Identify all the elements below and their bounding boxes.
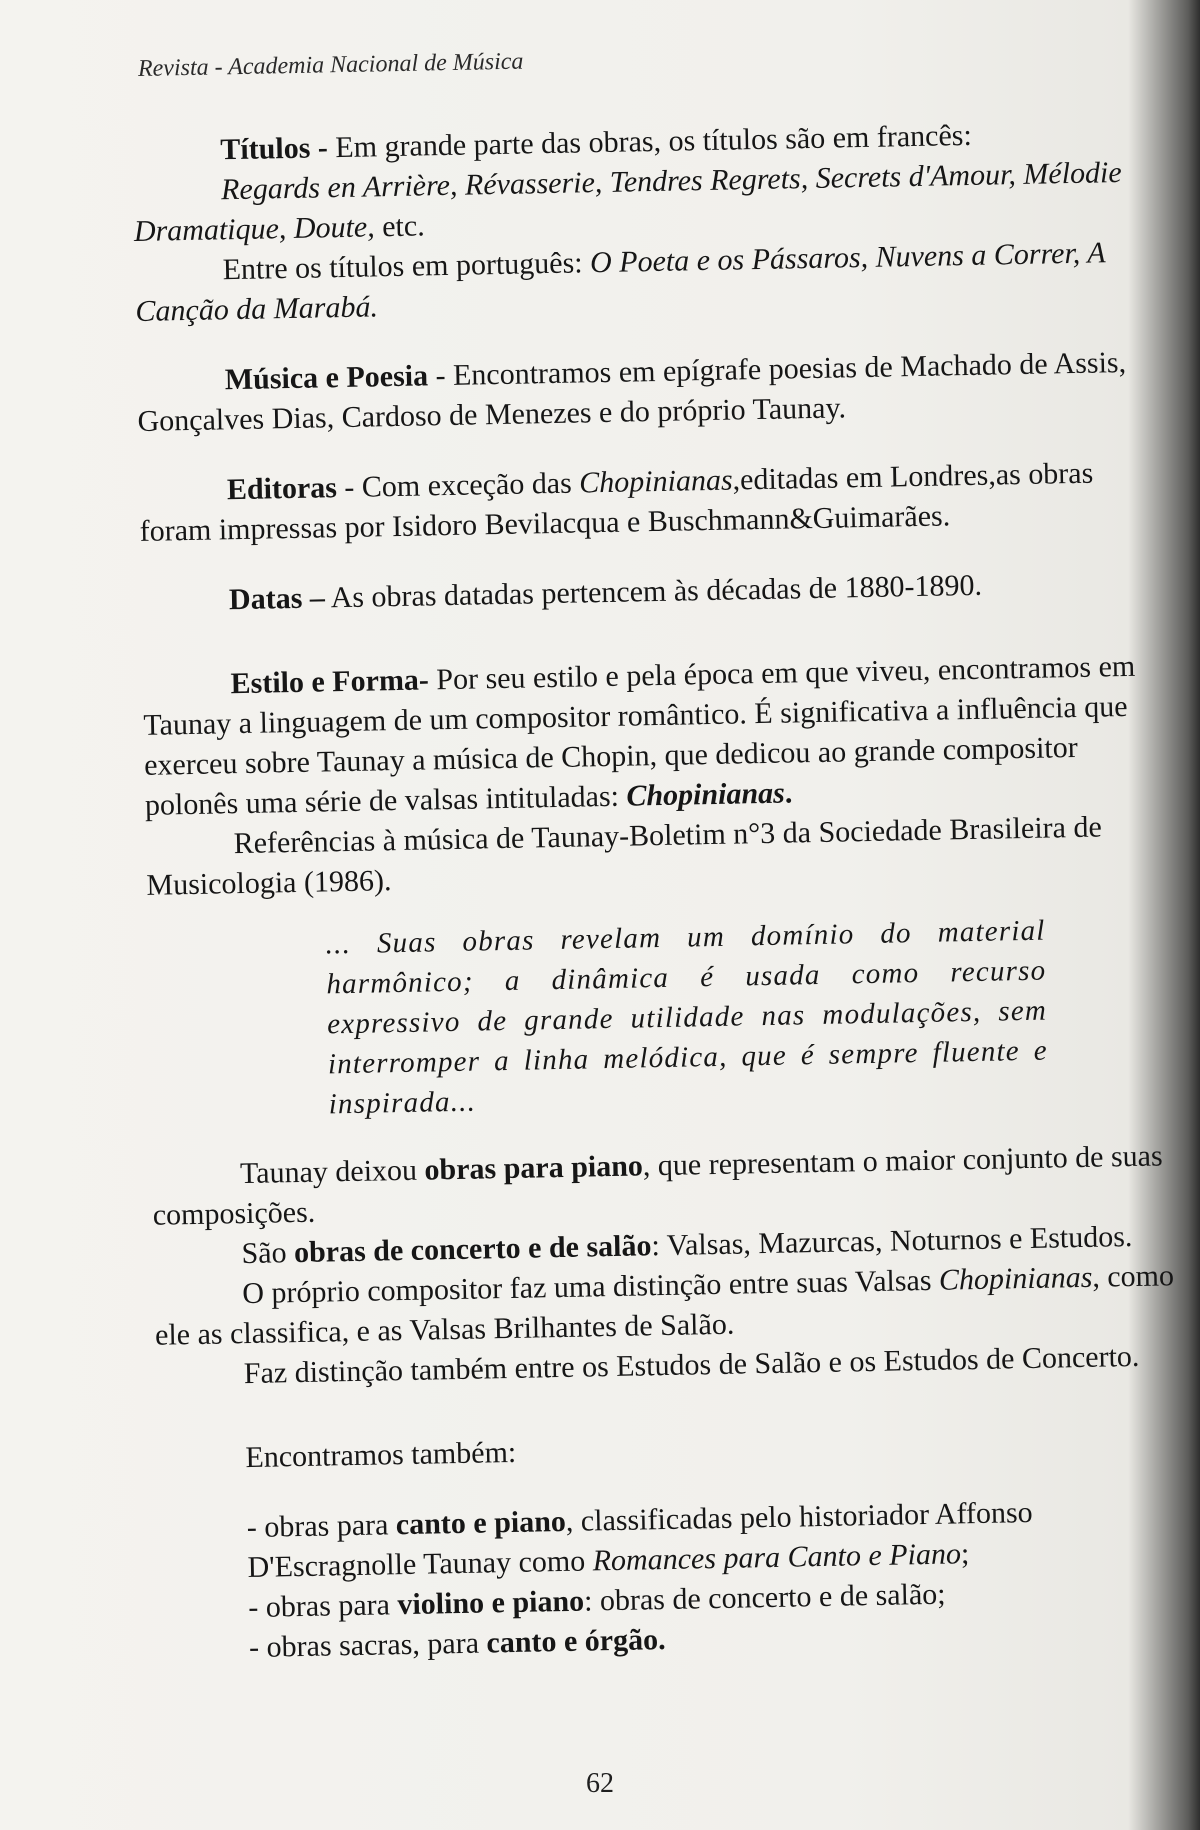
editoras-italic: Chopinianas <box>578 463 733 500</box>
item1-b: , classificadas pelo historiador Affonso D'Escragnolle Taunay como <box>247 1495 1033 1585</box>
titulos-etc: etc. <box>374 209 425 244</box>
estilo-chopinianas: Chopinianas <box>626 776 786 813</box>
label-titulos: Títulos - <box>220 131 329 167</box>
label-estilo: Estilo e Forma- <box>230 663 430 701</box>
label-musica-poesia: Música e Poesia <box>224 359 429 397</box>
piano-p3-b: , como ele as classifica, e as Valsas Brilhantes de Salão. <box>154 1259 1175 1352</box>
block-quote: ... Suas obras revelam um domínio do material harmônico; a dinâmica é usada como recurso expressivo de grande utilidade nas modulações, sem interromper a linha melódica, que é sempre fluente e inspirada... <box>325 914 1049 1121</box>
piano-p3-italic: Chopinianas <box>938 1260 1093 1297</box>
piano-p4: Faz distinção também entre os Estudos de Salão e os Estudos de Concerto. <box>243 1339 1140 1391</box>
estilo-period: . <box>784 776 793 810</box>
item2-bold: violino e piano <box>397 1584 585 1622</box>
piano-p2-a: São <box>241 1236 295 1271</box>
page-number: 62 <box>586 1768 614 1799</box>
referencias-text: Referências à música de Taunay-Boletim n°3 da Sociedade Brasileira de Musicologia (1986). <box>146 810 1103 902</box>
label-editoras: Editoras <box>226 471 338 507</box>
piano-p1-bold: obras para piano <box>424 1149 644 1187</box>
piano-p1-b: , que representam o maior conjunto de suas composições. <box>152 1139 1163 1232</box>
titulos-intro: Em grande parte das obras, os títulos são em francês: <box>327 118 973 165</box>
estilo-text: Por seu estilo e pela época em que viveu, encontramos em Taunay a linguagem de um compositor romântico. É significativa a influência que exerceu sobre Taunay a música de Chopin, que dedicou ao grande compositor polonês uma série de valsas intituladas: <box>143 649 1136 822</box>
item1-italic: Romances para Canto e Piano <box>592 1537 962 1578</box>
datas-text: As obras datadas pertencem às décadas de 1880-1890. <box>324 568 983 615</box>
item3-c: . <box>657 1623 666 1657</box>
editoras-text-a: - Com exceção das <box>336 466 580 505</box>
paragraph-titulos <box>132 112 1164 252</box>
portuguese-titles: O Poeta e os Pássaros, Nuvens a Correr, A Canção da Marabá. <box>135 236 1106 328</box>
paragraph-estilo <box>142 646 1175 826</box>
running-head: Revista - Academia Nacional de Música <box>137 48 524 82</box>
piano-p2-b: : Valsas, Mazurcas, Noturnos e Estudos. <box>651 1220 1133 1263</box>
item1-a: - obras para <box>246 1508 397 1545</box>
item2-b: : obras de concerto e de salão; <box>583 1577 946 1618</box>
item3-bold: canto e órgão <box>486 1623 659 1660</box>
editoras-text-b: ,editadas em Londres,as obras foram impressas por Isidoro Bevilacqua e Buschmann&Guimarães. <box>139 456 1094 548</box>
item2-a: - obras para <box>248 1588 398 1625</box>
french-titles: Regards en Arrière, Révasserie, Tendres Regrets, Secrets d'Amour, Mélodie Dramatique, Doute, <box>133 156 1122 248</box>
piano-p1-a: Taunay deixou <box>239 1153 425 1191</box>
titulos-pt-intro: Entre os títulos em português: <box>222 246 591 287</box>
item1-bold: canto e piano <box>395 1504 567 1542</box>
item1-c: ; <box>960 1537 970 1571</box>
piano-p3-a: O próprio compositor faz uma distinção entre suas Valsas <box>242 1263 940 1311</box>
item3-a: - obras sacras, para <box>248 1626 487 1665</box>
piano-p2-bold: obras de concerto e de salão <box>293 1229 652 1270</box>
musica-poesia-text: - Encontramos em epígrafe poesias de Machado de Assis, Gonçalves Dias, Cardoso de Menezes e do próprio Taunay. <box>137 345 1127 438</box>
tambem-intro: Encontramos também: <box>245 1435 517 1475</box>
page-body <box>132 112 1191 1669</box>
label-datas: Datas – <box>228 581 326 617</box>
